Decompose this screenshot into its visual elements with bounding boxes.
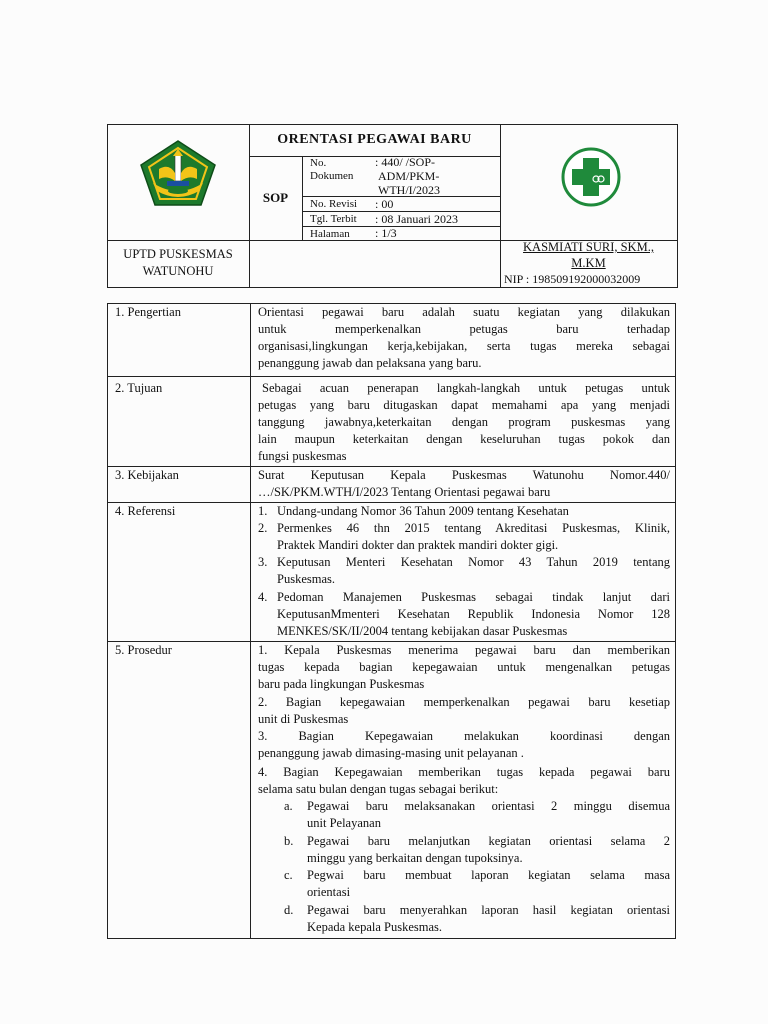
puskesmas-cross-icon xyxy=(560,146,622,208)
referensi-item-2-line-2: Praktek Mandiri dokter dan praktek mandiri dokter gigi. xyxy=(277,538,559,552)
prosedur-step-3-line-2: penanggung jawab dimasing-masing unit pelayanan . xyxy=(258,746,524,760)
kebijakan-line-1: Surat Keputusan Kepala Puskesmas Watunohu Nomor.440/ xyxy=(258,468,670,482)
no-dokumen-line-1: : 440/ /SOP- xyxy=(375,155,436,169)
referensi-item-2-line-1: Permenkes 46 thn 2015 tentang Akreditasi Puskesmas, Klinik, xyxy=(277,521,670,535)
prosedur-sub-a-num: a. xyxy=(284,799,293,813)
prosedur-step-1-line-1: 1. Kepala Puskesmas menerima pegawai baru dan memberikan xyxy=(258,643,670,657)
page-title: ORENTASI PEGAWAI BARU xyxy=(277,132,472,147)
referensi-item-1-line-1: Undang-undang Nomor 36 Tahun 2009 tentang Kesehatan xyxy=(277,504,569,518)
signer-nip: NIP : 198509192000032009 xyxy=(504,272,641,286)
prosedur-sub-b-line-1: Pegawai baru melanjutkan kegiatan orientasi selama 2 xyxy=(307,834,670,848)
prosedur-sub-c-line-1: Pegwai baru membuat laporan kegiatan selama masa xyxy=(307,868,670,882)
prosedur-sub-d-num: d. xyxy=(284,903,294,917)
referensi-item-3-num: 3. xyxy=(258,555,268,569)
referensi-item-2-num: 2. xyxy=(258,521,268,535)
prosedur-sub-c-num: c. xyxy=(284,868,293,882)
no-dokumen-line-3: WTH/I/2023 xyxy=(378,183,440,197)
pengertian-line-4: penanggung jawab dan pelaksana yang baru. xyxy=(258,356,482,370)
referensi-item-4-line-2: KeputusanMmenteri Kesehatan Republik Indonesia Nomor 128 xyxy=(277,607,670,621)
referensi-item-4-line-1: Pedoman Manajemen Puskesmas sebagai tindak lanjut dari xyxy=(277,590,670,604)
prosedur-step-3-line-1: 3. Bagian Kepegawaian melakukan koordinasi dengan xyxy=(258,729,670,743)
referensi-item-1-num: 1. xyxy=(258,504,268,518)
prosedur-step-2-line-1: 2. Bagian kepegawaian memperkenalkan pegawai baru kesetiap xyxy=(258,695,670,709)
halaman-label: Halaman xyxy=(310,228,350,240)
tujuan-line-2: petugas yang baru ditugaskan dapat memahami apa yang menjadi xyxy=(258,398,670,412)
referensi-item-3-line-1: Keputusan Menteri Kesehatan Nomor 43 Tahun 2019 tentang xyxy=(277,555,670,569)
pengertian-line-3: organisasi,lingkungan kerja,kebijakan, serta tugas mereka sebagai xyxy=(258,339,670,353)
prosedur-sub-a-line-1: Pegawai baru melaksanakan orientasi 2 minggu disemua xyxy=(307,799,670,813)
sop-label: SOP xyxy=(262,190,289,205)
signer-name-line-1: KASMIATI SURI, SKM., xyxy=(523,240,654,254)
referensi-item-4-num: 4. xyxy=(258,590,268,604)
section-label-prosedur: 5. Prosedur xyxy=(115,643,172,657)
kebijakan-line-2: …/SK/PKM.WTH/I/2023 Tentang Orientasi pegawai baru xyxy=(258,485,551,499)
pengertian-line-2: untuk memperkenalkan petugas baru terhadap xyxy=(258,322,670,336)
org-name-line-2: WATUNOHU xyxy=(142,264,214,278)
pemda-emblem-icon xyxy=(139,139,217,207)
pengertian-line-1: Orientasi pegawai baru adalah suatu kegiatan yang dilakukan xyxy=(258,305,670,319)
prosedur-sub-b-num: b. xyxy=(284,834,294,848)
referensi-item-3-line-2: Puskesmas. xyxy=(277,572,335,586)
prosedur-step-1-line-2: tugas kepada bagian kepegawaian untuk mengenalkan petugas xyxy=(258,660,670,674)
section-label-referensi: 4. Referensi xyxy=(115,504,176,518)
prosedur-sub-b-line-2: minggu yang berkaitan dengan tupoksinya. xyxy=(307,851,523,865)
prosedur-step-2-line-2: unit di Puskesmas xyxy=(258,712,349,726)
tgl-terbit-label: Tgl. Terbit xyxy=(310,213,357,225)
section-label-tujuan: 2. Tujuan xyxy=(115,381,163,395)
tujuan-line-4: lain maupun keterkaitan dengan keseluruhan tugas pokok dan xyxy=(258,432,670,446)
org-name-line-1: UPTD PUSKESMAS xyxy=(123,247,233,261)
no-dokumen-label: No. Dokumen xyxy=(310,157,354,182)
prosedur-step-4-line-1: 4. Bagian Kepegawaian memberikan tugas kepada pegawai baru xyxy=(258,765,670,779)
prosedur-step-1-line-3: baru pada lingkungan Puskesmas xyxy=(258,677,425,691)
section-label-pengertian: 1. Pengertian xyxy=(115,305,181,319)
signer-name-line-2: M.KM xyxy=(571,256,606,270)
prosedur-step-4-line-2: selama satu bulan dengan tugas sebagai berikut: xyxy=(258,782,499,796)
no-revisi-value: : 00 xyxy=(375,197,394,211)
prosedur-sub-a-line-2: unit Pelayanan xyxy=(307,816,381,830)
tgl-terbit-value: : 08 Januari 2023 xyxy=(375,212,458,226)
section-label-kebijakan: 3. Kebijakan xyxy=(115,468,179,482)
no-dokumen-line-2: ADM/PKM- xyxy=(378,169,440,183)
prosedur-sub-c-line-2: orientasi xyxy=(307,885,351,899)
tujuan-line-5: fungsi puskesmas xyxy=(258,449,347,463)
referensi-item-4-line-3: MENKES/SK/II/2004 tentang kebijakan dasar Puskesmas xyxy=(277,624,568,638)
tujuan-line-3: tanggung jawabnya,keterkaitan dengan program puskesmas yang xyxy=(258,415,670,429)
no-revisi-label: No. Revisi xyxy=(310,198,358,210)
tujuan-line-1: Sebagai acuan penerapan langkah-langkah untuk petugas untuk xyxy=(262,381,670,395)
prosedur-sub-d-line-2: Kepada kepala Puskesmas. xyxy=(307,920,443,934)
halaman-value: : 1/3 xyxy=(375,226,397,240)
prosedur-sub-d-line-1: Pegawai baru menyerahkan laporan hasil kegiatan orientasi xyxy=(307,903,670,917)
